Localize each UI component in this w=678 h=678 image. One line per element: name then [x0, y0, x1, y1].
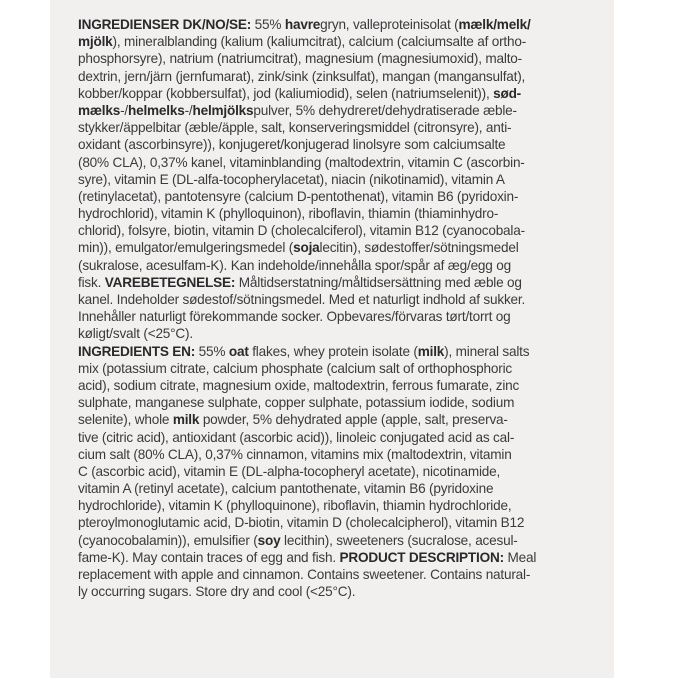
- bold-text: mælks: [78, 102, 121, 118]
- text: fame-K). May contain traces of egg and fish.: [78, 549, 340, 565]
- bold-text: VAREBETEGNELSE:: [104, 274, 236, 290]
- text-line: [78, 446, 608, 463]
- text-line: [78, 274, 608, 291]
- text: flakes, whey protein isolate (: [248, 343, 418, 359]
- bold-text: INGREDIENTS EN:: [78, 343, 196, 359]
- text-line: [78, 394, 608, 411]
- text-line: [78, 33, 608, 50]
- text-line: [78, 188, 608, 205]
- text: vitamin A (retinyl acetate), calcium pantothenate, vitamin B6 (pyridoxine: [78, 481, 494, 497]
- text-line: [78, 154, 608, 171]
- text-line: [78, 360, 608, 377]
- text-line: [78, 463, 608, 480]
- text: 55%: [251, 17, 285, 32]
- text: sulphate, manganese sulphate, copper sulphate, potassium iodide, sodium: [78, 395, 515, 411]
- text: Meal: [503, 549, 537, 565]
- text-line: [78, 136, 608, 153]
- text: syre), vitamin E (DL-alfa-tocopherylacetat), niacin (nikotinamid), vitamin A: [78, 171, 505, 187]
- text: oxidant (ascorbinsyre)), konjugeret/konjugerad linolsyre som calciumsalte: [78, 137, 506, 153]
- text: tive (citric acid), antioxidant (ascorbic acid)), linoleic conjugated acid as cal-: [78, 429, 515, 445]
- text: -/: [120, 102, 128, 118]
- text: phosphorsyre), natrium (natriumcitrat), magnesium (magnesiumoxid), malto-: [78, 51, 522, 67]
- text-line: [78, 532, 608, 549]
- ingredients-text: [78, 16, 608, 600]
- text: powder, 5% dehydrated apple (apple, salt, preserva-: [199, 412, 508, 428]
- text: (retinylacetat), pantotensyre (calcium D-pentothenat), vitamin B6 (pyridoxin-: [78, 188, 519, 204]
- text-line: [78, 257, 608, 274]
- text: cium salt (80% CLA), 0,37% cinnamon, vitamins mix (maltodextrin, vitamin: [78, 446, 512, 462]
- bold-text: soja: [293, 240, 320, 256]
- text: stykker/äppelbitar (æble/äpple, salt, konserveringsmiddel (citronsyre), anti-: [78, 120, 512, 136]
- bold-text: oat: [228, 343, 249, 359]
- text: mix (potassium citrate, calcium phosphate (calcium salt of orthophosphoric: [78, 360, 512, 376]
- text-line: [78, 343, 608, 360]
- text: lecitin), sødestoffer/sötningsmedel: [319, 240, 519, 256]
- text: chlorid), folsyre, biotin, vitamin D (cholecalciferol), vitamin B12 (cyanocobala-: [78, 223, 525, 239]
- text: C (ascorbic acid), vitamin E (DL-alpha-tocopheryl acetate), nicotinamide,: [78, 463, 501, 479]
- text-line: [78, 583, 608, 600]
- text: 55%: [195, 343, 229, 359]
- bold-text: havre: [284, 17, 321, 32]
- text-line: [78, 566, 608, 583]
- text: pulver, 5% dehydreret/dehydratiserade æble-: [253, 102, 517, 118]
- bold-text: soy: [257, 532, 281, 548]
- text-line: [78, 325, 608, 342]
- bold-text: milk: [172, 412, 200, 428]
- text-line: [78, 50, 608, 67]
- text: fisk.: [78, 274, 105, 290]
- text-line: [78, 480, 608, 497]
- text: hydrochloride), vitamin K (phylloquinone), riboflavin, thiamin hydrochloride,: [78, 498, 512, 514]
- text: ), mineralblanding (kalium (kaliumcitrat), calcium (calciumsalte af ortho-: [112, 34, 527, 50]
- text: gryn, valleproteinisolat (: [320, 17, 459, 32]
- text-line: [78, 171, 608, 188]
- text: acid), sodium citrate, magnesium oxide, maltodextrin, ferrous fumarate, zinc: [78, 377, 520, 393]
- text-line: [78, 102, 608, 119]
- text: (sukralose, acesulfam-K). Kan indeholde/innehålla spor/spår af æg/egg og: [78, 257, 511, 273]
- text: kobber/koppar (kobbersulfat), jod (kaliumiodid), selen (natriumselenit)),: [78, 85, 494, 101]
- text: (80% CLA), 0,37% kanel, vitaminblanding (maltodextrin, vitamin C (ascorbin-: [78, 154, 525, 170]
- bold-text: INGREDIENSER DK/NO/SE:: [78, 17, 252, 32]
- bold-text: helmjölks: [192, 102, 254, 118]
- bold-text: helmelks: [127, 102, 185, 118]
- bold-text: sød-: [493, 85, 522, 101]
- text: -/: [184, 102, 193, 118]
- text-line: [78, 549, 608, 566]
- text: kanel. Indeholder sødestof/sötningsmedel. Med et naturligt indhold af sukker.: [78, 292, 526, 307]
- text: køligt/svalt (<25°C).: [78, 326, 193, 342]
- text: pteroylmonoglutamic acid, D-biotin, vitamin D (cholecalcipherol), vitamin B12: [78, 515, 525, 531]
- text-line: [78, 205, 608, 222]
- text: replacement with apple and cinnamon. Contains sweetener. Contains natural-: [78, 567, 531, 582]
- bold-text: mælk/melk/: [458, 17, 531, 32]
- text-line: [78, 119, 608, 136]
- text: ly occurring sugars. Store dry and cool (<25°C).: [78, 584, 356, 600]
- text: dextrin, jern/järn (jernfumarat), zink/sink (zinksulfat), mangan (mangansulfat),: [78, 68, 526, 84]
- text: hydrochlorid), vitamin K (phylloquinon), riboflavin, thiamin (thiaminhydro-: [78, 206, 499, 222]
- bold-text: PRODUCT DESCRIPTION:: [339, 549, 504, 565]
- text-line: [78, 16, 608, 33]
- text-line: [78, 411, 608, 428]
- text: Måltidserstatning/måltidsersättning med æble og: [235, 274, 522, 290]
- text-line: [78, 68, 608, 85]
- text-line: [78, 308, 608, 325]
- bold-text: milk: [417, 343, 445, 359]
- text: Innehåller naturligt förekommande socker. Opbevares/förvaras tørt/torrt og: [78, 309, 511, 325]
- text: (cyanocobalamin)), emulsifier (: [78, 532, 258, 548]
- text-line: [78, 497, 608, 514]
- text-line: [78, 291, 608, 308]
- text: selenite), whole: [78, 412, 173, 428]
- text: min)), emulgator/emulgeringsmedel (: [78, 240, 294, 256]
- text-line: [78, 239, 608, 256]
- text-line: [78, 514, 608, 531]
- text: lecithin), sweeteners (sucralose, acesul-: [280, 532, 518, 548]
- text-line: [78, 429, 608, 446]
- text: ), mineral salts: [444, 343, 530, 359]
- text-line: [78, 222, 608, 239]
- text-line: [78, 85, 608, 102]
- bold-text: mjölk: [78, 34, 113, 50]
- text-line: [78, 377, 608, 394]
